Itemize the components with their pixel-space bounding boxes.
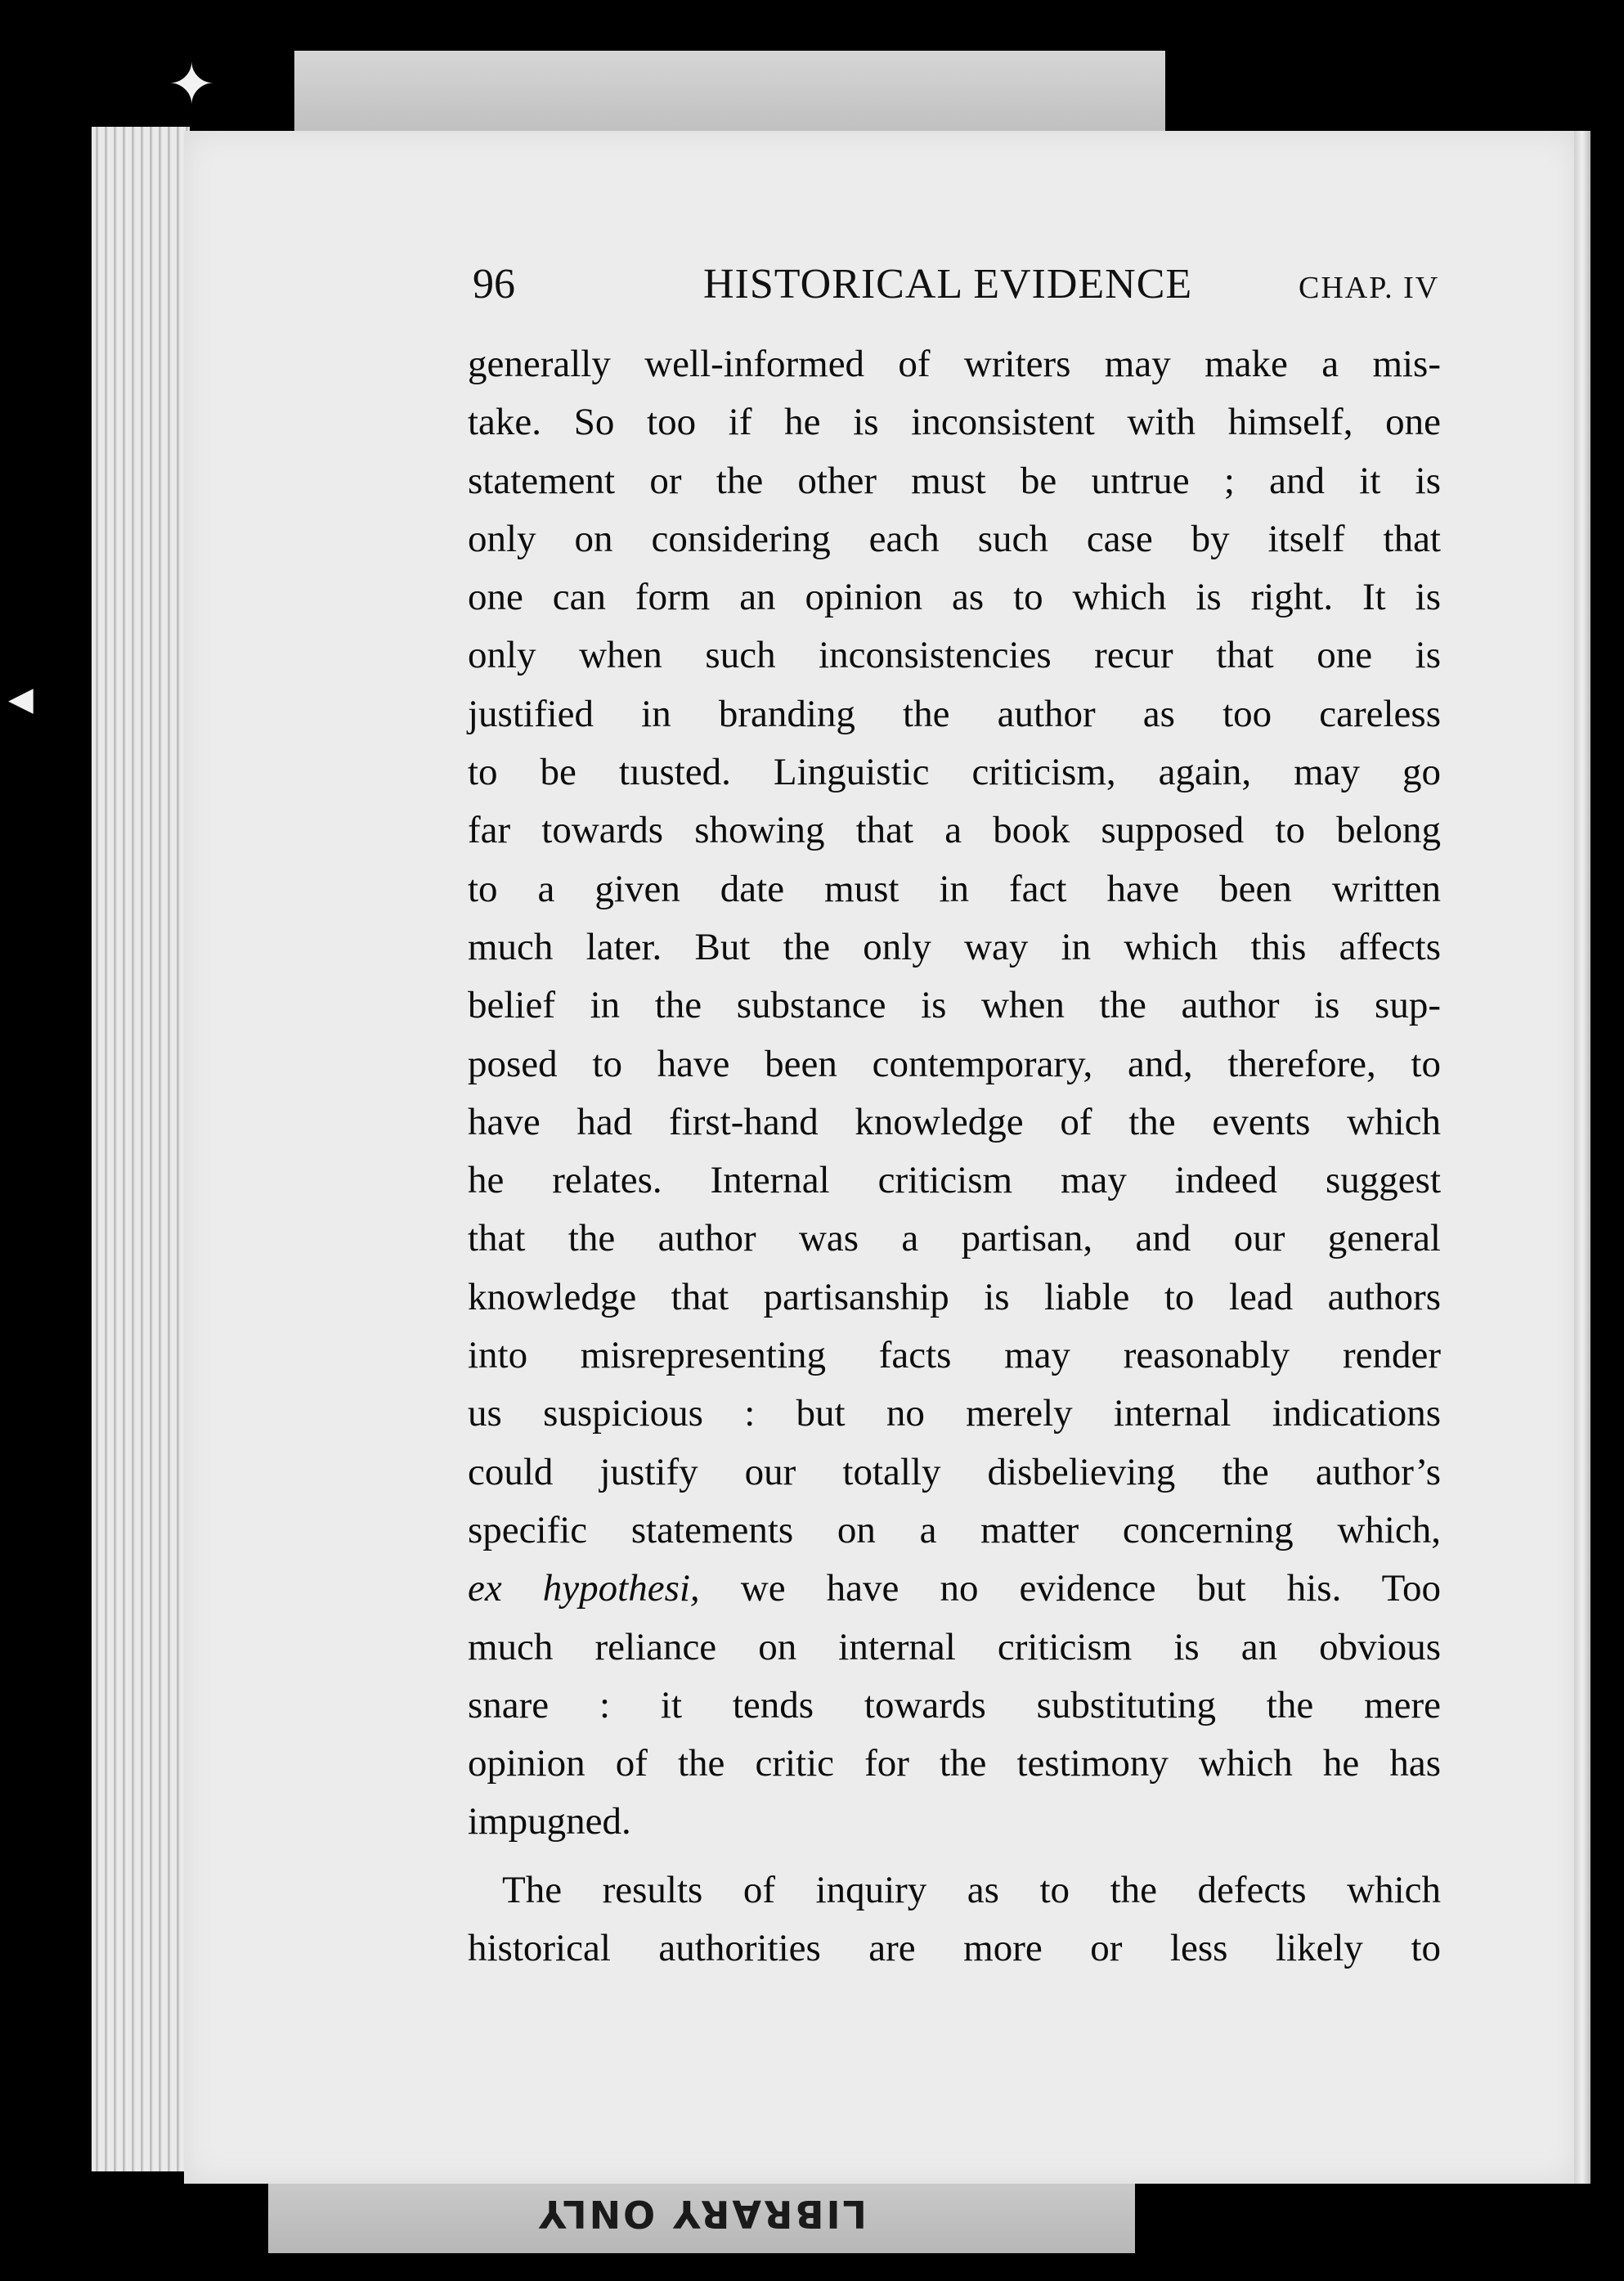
text-line: into misrepresenting facts may reasonably render bbox=[468, 1334, 1441, 1377]
text-line: justified in branding the author as too careless bbox=[468, 692, 1441, 735]
library-stamp: LIBRARY ONLY bbox=[536, 2192, 867, 2236]
text-line: generally well-informed of writers may make a mis- bbox=[468, 343, 1441, 385]
text-line: The results of inquiry as to the defects which bbox=[502, 1868, 1441, 1911]
text-line: could justify our totally disbelieving the author’s bbox=[468, 1450, 1441, 1493]
chapter-label: CHAP. IV bbox=[1299, 271, 1440, 305]
scan-artifact-mark: ✦ bbox=[168, 51, 216, 118]
paragraph-gap bbox=[468, 1852, 1441, 1861]
paragraph bbox=[468, 1861, 1441, 1978]
text-line: much later. But the only way in which this affects bbox=[468, 925, 1441, 968]
running-title: HISTORICAL EVIDENCE bbox=[703, 261, 1193, 308]
text-line: that the author was a partisan, and our general bbox=[468, 1217, 1441, 1260]
text-line: much reliance on internal criticism is an obvious bbox=[468, 1625, 1441, 1668]
body-text bbox=[468, 335, 1441, 1978]
text-line: specific statements on a matter concerning which, bbox=[468, 1508, 1441, 1551]
text-line: have had first-hand knowledge of the events which bbox=[468, 1100, 1441, 1143]
text-line: to be tıusted. Linguistic criticism, again, may go bbox=[468, 751, 1441, 794]
text-line: us suspicious : but no merely internal indications bbox=[468, 1392, 1441, 1435]
text-line: only on considering each such case by itself that bbox=[468, 517, 1441, 560]
text-line: statement or the other must be untrue ; and it is bbox=[468, 459, 1441, 502]
text-line: snare : it tends towards substituting the mere bbox=[468, 1683, 1441, 1726]
page-header bbox=[473, 260, 1454, 317]
text-segment: we have no evidence but his. Too bbox=[699, 1567, 1441, 1610]
text-line: posed to have been contemporary, and, therefore, to bbox=[468, 1042, 1441, 1085]
text-line: to a given date must in fact have been written bbox=[468, 867, 1441, 910]
text-line: only when such inconsistencies recur that one is bbox=[468, 634, 1441, 677]
text-line: far towards showing that a book supposed to belong bbox=[468, 809, 1441, 852]
page-number: 96 bbox=[473, 261, 515, 308]
text-line: historical authorities are more or less likely to bbox=[468, 1927, 1441, 1970]
scan-artifact-arrow-icon: ◀ bbox=[8, 680, 34, 718]
text-line-with-italic bbox=[468, 1560, 1441, 1618]
page-right-edge bbox=[1574, 131, 1590, 2184]
text-line: impugned. bbox=[468, 1800, 631, 1843]
text-line: take. So too if he is inconsistent with himself, one bbox=[468, 401, 1441, 444]
paragraph bbox=[468, 335, 1441, 1852]
text-line: belief in the substance is when the author is sup- bbox=[468, 984, 1441, 1027]
book-leaf-edge bbox=[92, 127, 190, 2171]
text-line: knowledge that partisanship is liable to lead authors bbox=[468, 1275, 1441, 1318]
text-line: opinion of the critic for the testimony which he has bbox=[468, 1742, 1441, 1785]
text-line: one can form an opinion as to which is right. It is bbox=[468, 576, 1441, 619]
adjacent-page-strip-top bbox=[294, 51, 1165, 141]
adjacent-page-strip-bottom bbox=[268, 2184, 1135, 2253]
text-line: he relates. Internal criticism may indeed suggest bbox=[468, 1159, 1441, 1202]
italic-phrase: ex hypothesi, bbox=[468, 1567, 700, 1610]
